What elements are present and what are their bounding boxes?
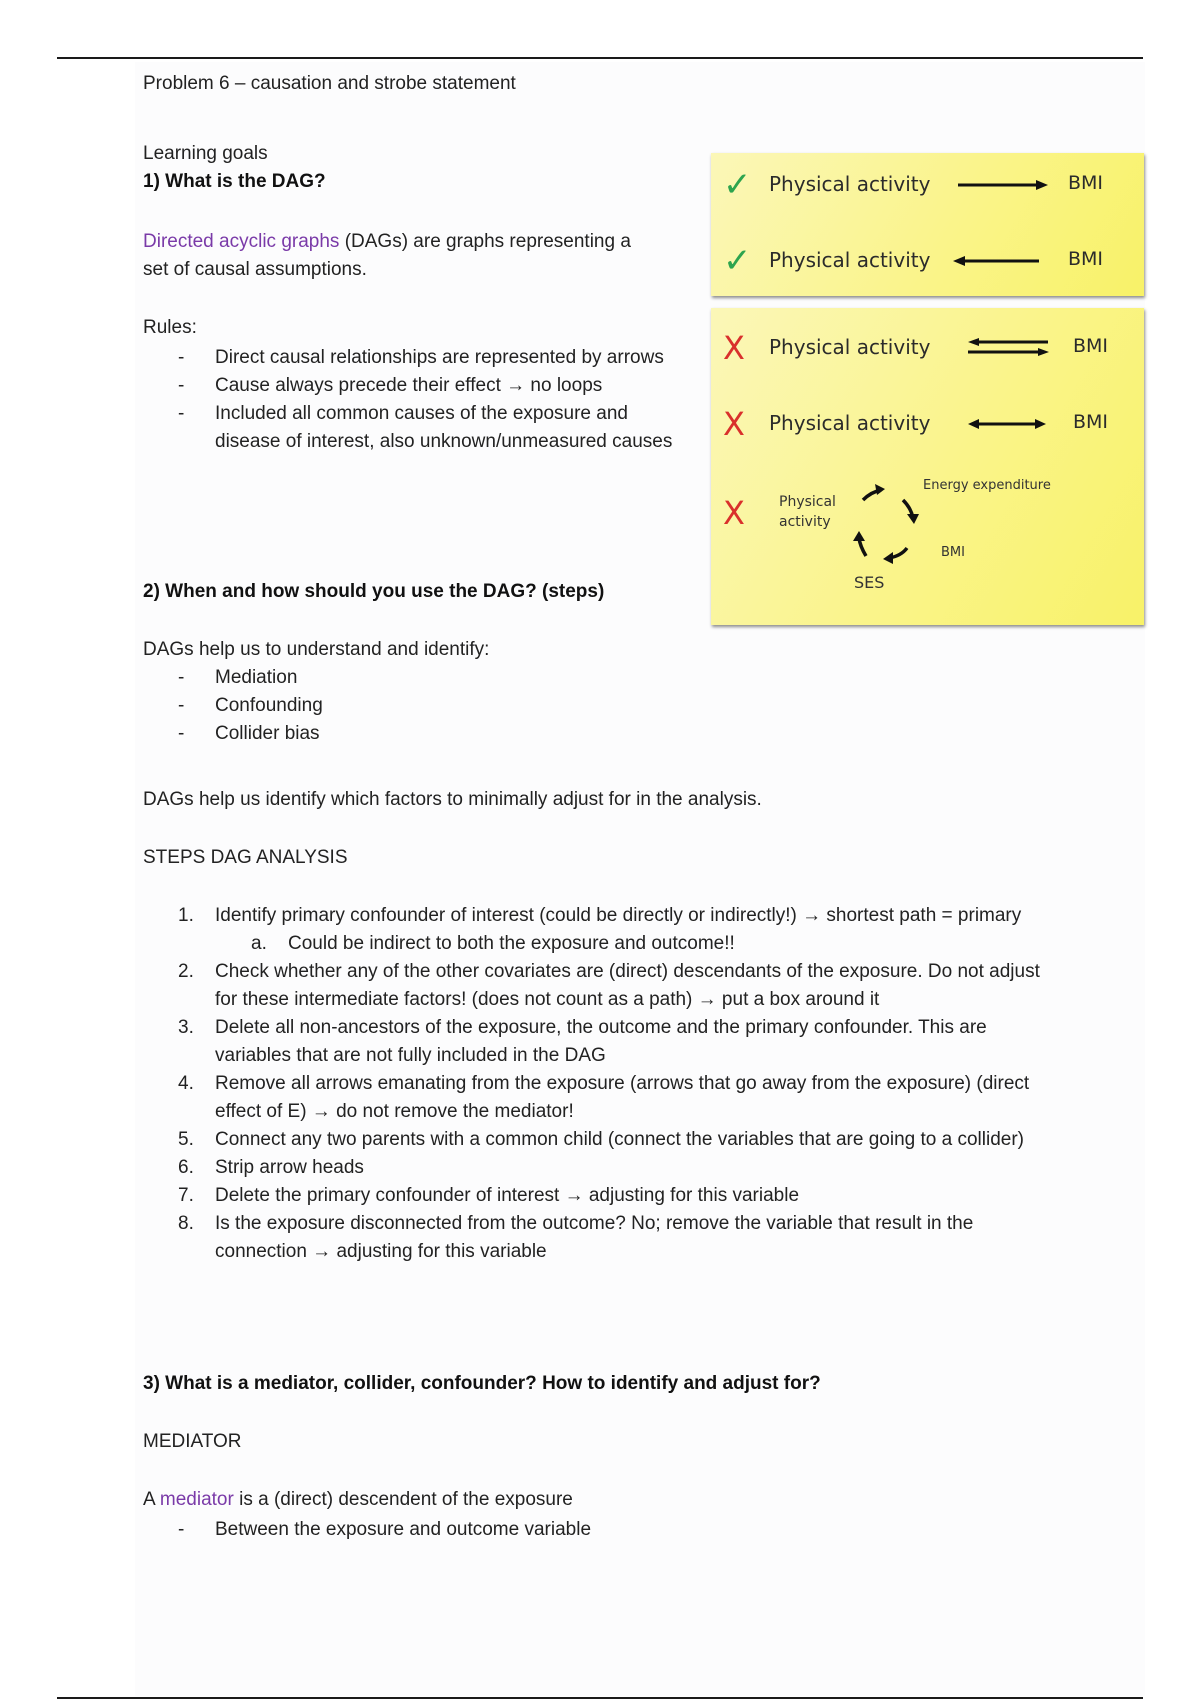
- dag-definition-line1: Directed acyclic graphs (DAGs) are graphs representing a: [143, 231, 631, 252]
- valid-row-forward: [711, 165, 1144, 205]
- checkmark-icon: ✓: [723, 165, 752, 205]
- node-physical-activity: Physical activity: [769, 172, 931, 196]
- double-arrow-icon: [966, 332, 1051, 364]
- section1-heading: 1) What is the DAG?: [143, 171, 326, 192]
- mediator-term-link[interactable]: mediator: [159, 1489, 234, 1510]
- dag-term-link[interactable]: Directed acyclic graphs: [143, 231, 340, 252]
- header-rule: [57, 57, 1143, 59]
- node-ses: SES: [854, 573, 885, 592]
- bidirectional-arrow-icon: [966, 408, 1048, 440]
- node-physical-activity: Physical activity: [769, 248, 931, 272]
- step-item: 1. Identify primary confounder of interest (could be directly or indirectly!) → shortest path = primary: [178, 905, 1022, 926]
- node-bmi: BMI: [1068, 172, 1104, 194]
- identify-list: [143, 664, 695, 748]
- node-bmi: BMI: [941, 545, 965, 560]
- step-item: 4. Remove all arrows emanating from the exposure (arrows that go away from the exposure) (direct effect of E) → do not remove the mediator!: [178, 1073, 1030, 1122]
- cross-icon: X: [723, 494, 745, 532]
- invalid-row-double: [711, 328, 1144, 368]
- section3-heading: 3) What is a mediator, collider, confounder? How to identify and adjust for?: [143, 1373, 821, 1394]
- valid-dag-panel: [711, 153, 1144, 296]
- node-bmi: BMI: [1068, 248, 1104, 270]
- node-energy-expenditure: Energy expenditure: [923, 478, 1051, 493]
- mediator-item: - Between the exposure and outcome variable: [178, 1519, 592, 1540]
- rule-item: - Direct causal relationships are represented by arrows: [178, 347, 664, 368]
- step-subitem: a. Could be indirect to both the exposure and outcome!!: [251, 933, 735, 954]
- node-physical-activity: Physical activity: [769, 411, 931, 435]
- arrow-right-icon: [956, 169, 1051, 201]
- step-item: 5. Connect any two parents with a common child (connect the variables that are going to a collider): [178, 1129, 1024, 1150]
- identify-item: - Collider bias: [178, 723, 320, 744]
- cross-icon: X: [723, 329, 745, 367]
- identify-item: - Confounding: [178, 695, 323, 716]
- dag-definition-line2: set of causal assumptions.: [143, 259, 367, 280]
- step-item: 7. Delete the primary confounder of interest → adjusting for this variable: [178, 1185, 800, 1206]
- node-bmi: BMI: [1073, 335, 1109, 357]
- cross-icon: X: [723, 405, 745, 443]
- document-title: Problem 6 – causation and strobe statement: [143, 73, 516, 94]
- adjust-note: DAGs help us identify which factors to minimally adjust for in the analysis.: [143, 789, 762, 810]
- footer-rule: [57, 1697, 1143, 1699]
- mediator-list: [143, 1516, 915, 1544]
- step-item: 3. Delete all non-ancestors of the exposure, the outcome and the primary confounder. This are variables that are not fully included in the DAG: [178, 1017, 987, 1066]
- node-bmi: BMI: [1073, 411, 1109, 433]
- cycle-arrows-icon: [841, 478, 961, 578]
- node-physical-activity: Physical activity: [769, 335, 931, 359]
- rule-item: - Included all common causes of the exposure and disease of interest, also unknown/unmeasured causes: [178, 403, 673, 452]
- identify-intro: DAGs help us to understand and identify:: [143, 639, 490, 660]
- mediator-definition: A mediator is a (direct) descendent of the exposure: [143, 1489, 573, 1510]
- rule-item: - Cause always precede their effect → no loops: [178, 375, 603, 396]
- rules-label: Rules:: [143, 317, 197, 338]
- step-item: 8. Is the exposure disconnected from the outcome? No; remove the variable that result in the connection → adjusting for this variable: [178, 1213, 974, 1262]
- arrow-left-icon: [951, 245, 1041, 277]
- valid-row-backward: [711, 241, 1144, 281]
- step-item: 6. Strip arrow heads: [178, 1157, 364, 1178]
- steps-list: [143, 902, 1043, 1266]
- section2-heading: 2) When and how should you use the DAG? (steps): [143, 581, 605, 602]
- node-physical-activity: Physical activity: [779, 494, 836, 530]
- invalid-dag-panel: [711, 308, 1144, 625]
- mediator-heading: MEDIATOR: [143, 1431, 242, 1452]
- checkmark-icon: ✓: [723, 241, 752, 281]
- invalid-row-bidirectional: [711, 404, 1144, 444]
- identify-item: - Mediation: [178, 667, 298, 688]
- steps-heading: STEPS DAG ANALYSIS: [143, 847, 348, 868]
- rules-list: [143, 344, 695, 456]
- step-item: 2. Check whether any of the other covariates are (direct) descendants of the exposure. Do not adjust for these intermediate factors! (does not count as a path) → put a box around it: [178, 961, 1040, 1010]
- learning-goals-label: Learning goals: [143, 143, 268, 164]
